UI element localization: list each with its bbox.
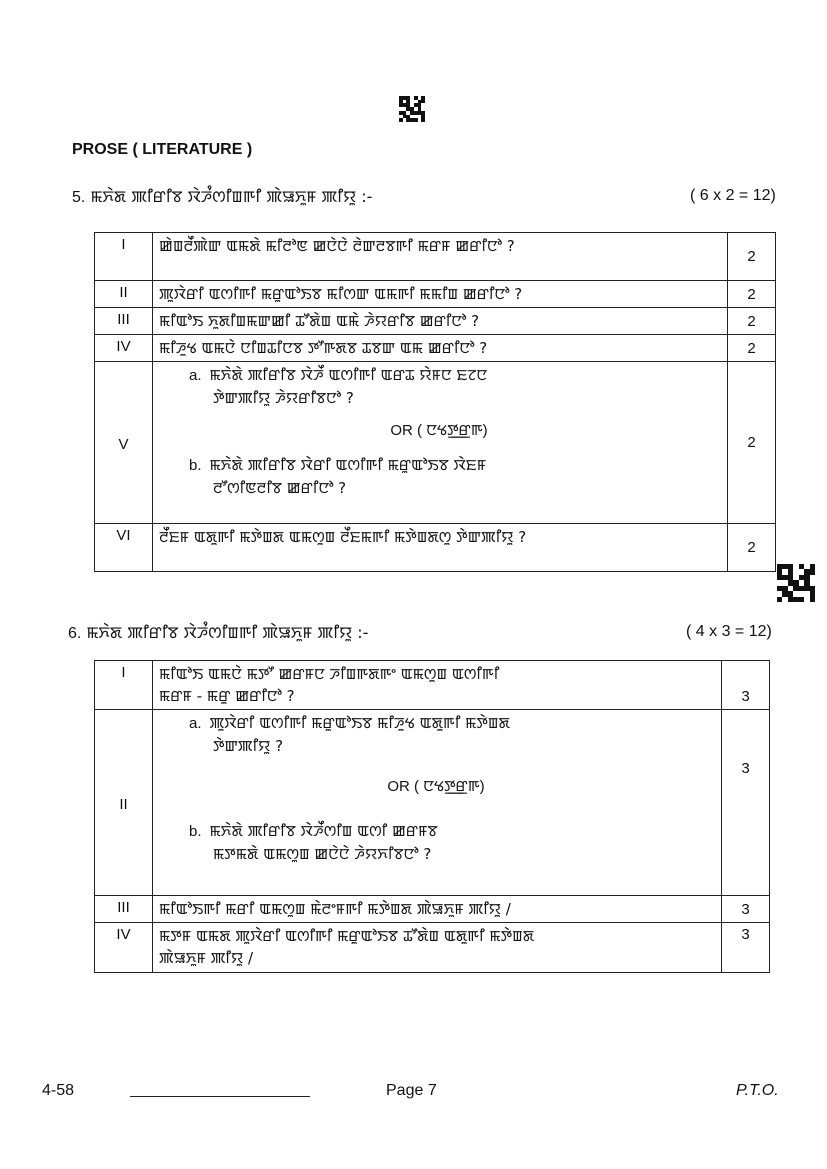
page-number: Page 7 [386, 1082, 437, 1099]
row-text-line: ꯃꯇꯝ ꯑꯃꯗ ꯄꯨꯋꯥꯔꯤ ꯑꯁꯤꯒꯤ ꯃꯔꯨꯑꯣꯏꯕ ꯊꯧꯗꯥꯡ ꯑꯗꯨꯒꯤ ꯃꯇꯥꯡꯗ [159, 927, 535, 945]
table-row [95, 923, 770, 973]
sub-text-continued: ꯇꯥꯛꯄꯤꯌꯨ ꯍꯥꯌꯔꯤꯕꯅꯣ ? [213, 389, 354, 407]
row-text-line: ꯃꯤꯑꯣꯏꯒꯤ ꯃꯔꯤ ꯑꯃꯁꯨꯡ ꯃꯥꯂꯦꯝꯒꯤ ꯃꯇꯥꯡꯗ ꯄꯥꯎꯈꯨꯝ ꯄꯤꯌꯨ / [159, 900, 511, 918]
sub-text: ꯄꯨꯋꯥꯔꯤ ꯑꯁꯤꯒꯤ ꯃꯔꯨꯑꯣꯏꯕ ꯃꯤꯍꯨꯠ ꯑꯗꯨꯒꯤ ꯃꯇꯥꯡꯗ [209, 714, 510, 732]
sub-text-continued: ꯂꯧꯁꯤꯟꯂꯤꯕ ꯀꯔꯤꯅꯣ ? [213, 479, 347, 497]
qr-code [399, 96, 425, 122]
row-number: VI [95, 524, 153, 572]
row-text [153, 923, 722, 973]
question-5-instruction [72, 186, 372, 208]
sub-question-a [159, 712, 713, 757]
row-text-choice [153, 710, 722, 896]
sub-question-b [159, 454, 719, 499]
table-row [95, 661, 770, 710]
row-marks: 2 [728, 281, 776, 308]
question-6-instruction [68, 622, 368, 644]
row-number: I [95, 233, 153, 281]
footer-divider [130, 1096, 310, 1097]
row-marks: 2 [728, 524, 776, 572]
table-row [95, 233, 776, 281]
table-row [95, 281, 776, 308]
row-number: III [95, 308, 153, 335]
row-marks: 2 [728, 233, 776, 281]
sub-text-continued: ꯇꯥꯛꯄꯤꯌꯨ ? [213, 737, 284, 755]
sub-text-continued: ꯃꯇꯃꯗꯥ ꯑꯃꯁꯨꯡ ꯀꯅꯥꯅꯥ ꯍꯥꯌꯈꯤꯕꯅꯣ ? [213, 845, 432, 863]
sub-text: ꯃꯈꯥꯗꯥ ꯄꯤꯔꯤꯕ ꯋꯥꯍꯩꯁꯤꯡ ꯑꯁꯤ ꯀꯔꯝꯕ [209, 822, 438, 840]
row-marks: 3 [722, 710, 770, 896]
or-separator [159, 419, 719, 442]
question-5-marks: ( 6 x 2 = 12) [690, 187, 776, 204]
row-number: III [95, 896, 153, 923]
question-6-table [94, 660, 770, 973]
row-marks: 3 [722, 661, 770, 710]
instruction-text: ꯃꯈꯥꯗ ꯄꯤꯔꯤꯕ ꯋꯥꯍꯪꯁꯤꯡꯒꯤ ꯄꯥꯎꯈꯨꯝ ꯄꯤꯌꯨ :- [90, 187, 373, 206]
please-turn-over: P.T.O. [736, 1082, 779, 1099]
sub-label: b. [189, 457, 202, 474]
paper-code: 4-58 [42, 1082, 75, 1099]
sub-question-b [159, 820, 713, 865]
row-text: ꯂꯩꯐꯝ ꯑꯗꯨꯒꯤ ꯃꯇꯥꯡꯗ ꯑꯃꯁꯨꯡ ꯂꯩꯐꯃꯒꯤ ꯃꯇꯥꯡꯗꯁꯨ ꯇꯥꯛꯄꯤꯌꯨ ? [153, 524, 728, 572]
row-text-line: ꯃꯔꯝ - ꯃꯔꯨ ꯀꯔꯤꯅꯣ ? [159, 687, 295, 705]
table-row [95, 335, 776, 362]
sub-label: a. [189, 367, 202, 384]
row-marks: 3 [722, 896, 770, 923]
question-number: 6. [68, 625, 82, 642]
row-number: V [95, 362, 153, 524]
row-text: ꯃꯤꯍꯨꯠ ꯑꯃꯅꯥ ꯅꯤꯡꯊꯤꯅꯕ ꯇꯧꯒꯗꯕ ꯊꯕꯛ ꯑꯃ ꯀꯔꯤꯅꯣ ? [153, 335, 728, 362]
or-label-manipuri: ꯅꯠꯇ꯭ꯔꯒ [423, 777, 480, 795]
or-label-manipuri: ꯅꯠꯇ꯭ꯔꯒ [426, 421, 483, 439]
sub-text: ꯃꯈꯥꯗꯥ ꯄꯤꯔꯤꯕ ꯋꯥꯍꯩ ꯑꯁꯤꯒꯤ ꯑꯔꯊ ꯌꯥꯝꯅ ꯐꯖꯅ [209, 366, 488, 384]
table-row [95, 524, 776, 572]
row-marks: 2 [728, 308, 776, 335]
or-close: ) [482, 422, 488, 439]
or-close: ) [479, 778, 485, 795]
row-text [153, 661, 722, 710]
row-number: II [95, 710, 153, 896]
row-marks: 2 [728, 335, 776, 362]
or-separator [159, 775, 713, 798]
row-number: IV [95, 923, 153, 973]
table-row [95, 308, 776, 335]
sub-text: ꯃꯈꯥꯗꯥ ꯄꯤꯔꯤꯕ ꯋꯥꯔꯤ ꯑꯁꯤꯒꯤ ꯃꯔꯨꯑꯣꯏꯕ ꯋꯥꯐꯝ [209, 456, 487, 474]
instruction-text: ꯃꯈꯥꯗ ꯄꯤꯔꯤꯕ ꯋꯥꯍꯪꯁꯤꯡꯒꯤ ꯄꯥꯎꯈꯨꯝ ꯄꯤꯌꯨ :- [86, 623, 369, 642]
row-number: I [95, 661, 153, 710]
question-6-marks: ( 4 x 3 = 12) [686, 623, 772, 640]
row-marks: 3 [722, 923, 770, 973]
row-text: ꯀꯥꯡꯂꯩꯄꯥꯛ ꯑꯃꯗꯥ ꯃꯤꯂꯣꯟ ꯀꯅꯥꯅꯥ ꯂꯥꯛꯂꯕꯒꯤ ꯃꯔꯝ ꯀꯔꯤꯅꯣ ? [153, 233, 728, 281]
sub-label: a. [189, 715, 202, 732]
row-number: II [95, 281, 153, 308]
table-row [95, 896, 770, 923]
table-row [95, 710, 770, 896]
row-text: ꯃꯤꯑꯣꯏ ꯈꯨꯗꯤꯡꯃꯛꯀꯤ ꯊꯧꯗꯥꯡ ꯑꯃꯥ ꯍꯥꯌꯔꯤꯕ ꯀꯔꯤꯅꯣ ? [153, 308, 728, 335]
table-row [95, 362, 776, 524]
row-number: IV [95, 335, 153, 362]
row-text-choice [153, 362, 728, 524]
or-label: OR ( [387, 778, 420, 795]
row-marks: 2 [728, 362, 776, 524]
question-number: 5. [72, 189, 86, 206]
section-heading: PROSE ( LITERATURE ) [72, 141, 253, 158]
qr-code [777, 564, 815, 602]
row-text [153, 896, 722, 923]
row-text-line: ꯃꯤꯑꯣꯏ ꯑꯃꯅꯥ ꯃꯇꯧ ꯀꯔꯝꯅ ꯍꯤꯡꯒꯗꯒꯦ ꯑꯃꯁꯨꯡ ꯑꯁꯤꯒꯤ [159, 665, 500, 683]
or-label: OR ( [390, 422, 423, 439]
question-5-table [94, 232, 776, 572]
sub-question-a [159, 364, 719, 409]
sub-label: b. [189, 823, 202, 840]
row-text-line: ꯄꯥꯎꯈꯨꯝ ꯄꯤꯌꯨ / [159, 949, 254, 967]
row-text: ꯄꯨꯋꯥꯔꯤ ꯑꯁꯤꯒꯤ ꯃꯔꯨꯑꯣꯏꯕ ꯃꯤꯁꯛ ꯑꯃꯒꯤ ꯃꯃꯤꯡ ꯀꯔꯤꯅꯣ ? [153, 281, 728, 308]
